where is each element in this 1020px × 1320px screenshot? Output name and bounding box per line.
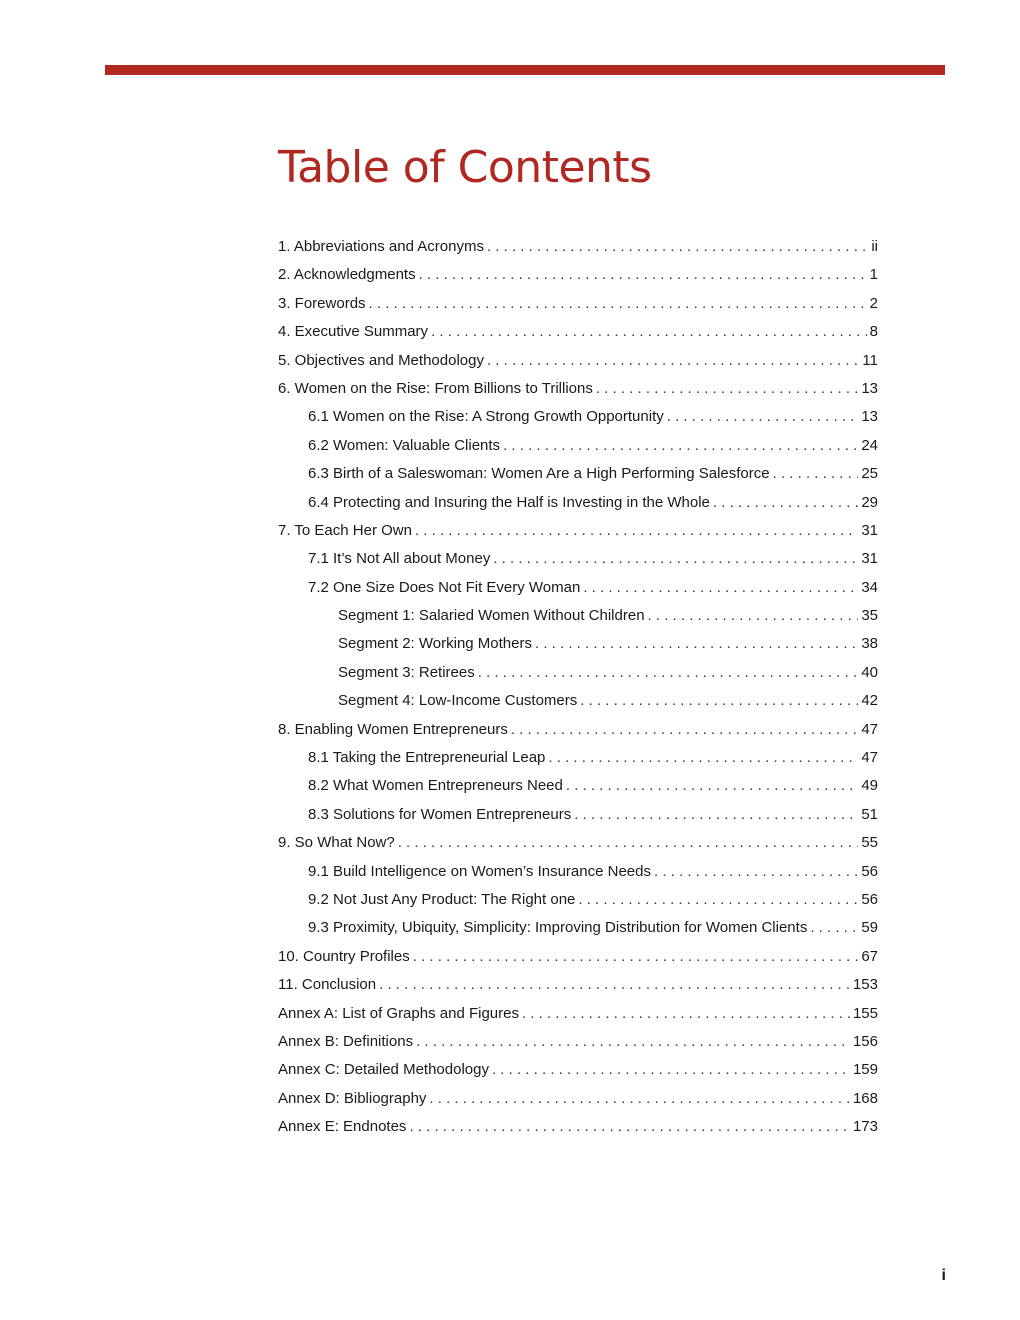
toc-dot-leader [493, 545, 858, 573]
toc-entry-label: Segment 2: Working Mothers [338, 635, 532, 653]
toc-dot-leader [773, 460, 859, 488]
toc-entry-page-number: 173 [852, 1118, 878, 1136]
toc-entry[interactable] [278, 943, 878, 971]
toc-entry[interactable] [278, 914, 878, 942]
toc-entry[interactable] [278, 886, 878, 914]
toc-entry[interactable] [278, 290, 878, 318]
toc-dot-leader [574, 801, 858, 829]
toc-entry-page-number: 31 [861, 521, 878, 539]
toc-entry[interactable] [278, 744, 878, 772]
toc-dot-leader [409, 1113, 850, 1141]
toc-entry-page-number: 156 [852, 1032, 878, 1050]
toc-dot-leader [648, 602, 859, 630]
toc-entry-label: Annex A: List of Graphs and Figures [278, 1004, 519, 1022]
toc-entry-label: 3. Forewords [278, 294, 366, 312]
toc-dot-leader [522, 1000, 850, 1028]
toc-entry[interactable] [278, 971, 878, 999]
toc-entry-label: Annex D: Bibliography [278, 1089, 427, 1107]
toc-entry[interactable] [278, 233, 878, 261]
toc-entry-label: 2. Acknowledgments [278, 266, 416, 284]
toc-dot-leader [416, 1028, 850, 1056]
toc-entry-page-number: 56 [861, 862, 878, 880]
toc-entry-label: 6.1 Women on the Rise: A Strong Growth Opportunity [308, 408, 664, 426]
toc-entry[interactable] [278, 630, 878, 658]
toc-entry[interactable] [278, 716, 878, 744]
toc-entry[interactable] [278, 403, 878, 431]
toc-entry-page-number: 2 [869, 294, 878, 312]
toc-dot-leader [492, 1056, 850, 1084]
toc-entry-label: 4. Executive Summary [278, 323, 429, 341]
toc-dot-leader [478, 659, 859, 687]
toc-entry-label: 9. So What Now? [278, 834, 395, 852]
toc-entry[interactable] [278, 602, 878, 630]
toc-entry-label: 8. Enabling Women Entrepreneurs [278, 720, 508, 738]
toc-dot-leader [535, 630, 858, 658]
toc-entry-page-number: 49 [861, 777, 878, 795]
toc-entry-label: 7.2 One Size Does Not Fit Every Woman [308, 578, 581, 596]
toc-entry-label: Annex E: Endnotes [278, 1118, 407, 1136]
toc-entry-label: 8.3 Solutions for Women Entrepreneurs [308, 805, 572, 823]
toc-entry-label: Segment 4: Low-Income Customers [338, 692, 578, 710]
toc-entry-page-number: 8 [869, 323, 878, 341]
toc-entry[interactable] [278, 1113, 878, 1141]
toc-entry-label: Annex C: Detailed Methodology [278, 1061, 489, 1079]
toc-entry-page-number: 11 [862, 351, 878, 369]
toc-entry-label: 6. Women on the Rise: From Billions to Trillions [278, 379, 593, 397]
toc-dot-leader [566, 772, 858, 800]
toc-entry-label: 8.2 What Women Entrepreneurs Need [308, 777, 563, 795]
toc-dot-leader [667, 403, 859, 431]
toc-dot-leader [713, 489, 858, 517]
toc-entry-page-number: ii [871, 238, 878, 255]
toc-entry-page-number: 13 [861, 408, 878, 426]
toc-entry-page-number: 159 [852, 1061, 878, 1079]
toc-dot-leader [548, 744, 858, 772]
toc-dot-leader [596, 375, 858, 403]
toc-entry[interactable] [278, 347, 878, 375]
toc-entry-label: 10. Country Profiles [278, 947, 410, 965]
toc-entry[interactable] [278, 1085, 878, 1113]
toc-dot-leader [503, 432, 858, 460]
toc-dot-leader [419, 261, 867, 289]
page-number: i [941, 1267, 946, 1284]
toc-dot-leader [578, 886, 858, 914]
toc-entry-label: 9.2 Not Just Any Product: The Right one [308, 890, 576, 908]
toc-entry-page-number: 56 [861, 890, 878, 908]
toc-entry-page-number: 34 [861, 578, 878, 596]
toc-entry-page-number: 25 [861, 465, 878, 483]
toc-dot-leader [810, 914, 858, 942]
toc-entry[interactable] [278, 1000, 878, 1028]
toc-entry-page-number: 55 [861, 834, 878, 852]
toc-entry[interactable] [278, 772, 878, 800]
toc-entry-page-number: 35 [861, 607, 878, 625]
table-of-contents [278, 233, 878, 1142]
toc-dot-leader [511, 716, 858, 744]
toc-dot-leader [583, 574, 858, 602]
toc-entry[interactable] [278, 829, 878, 857]
toc-entry-label: 7. To Each Her Own [278, 521, 412, 539]
toc-entry[interactable] [278, 375, 878, 403]
toc-entry[interactable] [278, 489, 878, 517]
toc-entry[interactable] [278, 1056, 878, 1084]
toc-dot-leader [398, 829, 859, 857]
page-title: Table of Contents [278, 142, 652, 193]
toc-entry-label: 7.1 It’s Not All about Money [308, 550, 491, 568]
toc-entry-page-number: 13 [861, 379, 878, 397]
toc-dot-leader [429, 1085, 850, 1113]
toc-entry-label: 6.2 Women: Valuable Clients [308, 436, 501, 454]
toc-entry[interactable] [278, 460, 878, 488]
toc-entry-page-number: 1 [869, 266, 878, 284]
toc-entry-label: Annex B: Definitions [278, 1032, 414, 1050]
toc-dot-leader [369, 290, 867, 318]
toc-entry[interactable] [278, 858, 878, 886]
toc-entry-label: 9.1 Build Intelligence on Women’s Insurance Needs [308, 862, 651, 880]
toc-dot-leader [413, 943, 859, 971]
toc-entry[interactable] [278, 432, 878, 460]
toc-entry[interactable] [278, 659, 878, 687]
toc-dot-leader [580, 687, 858, 715]
toc-dot-leader [487, 233, 868, 261]
toc-entry[interactable] [278, 687, 878, 715]
toc-entry-label: 6.4 Protecting and Insuring the Half is Investing in the Whole [308, 493, 710, 511]
top-accent-rule [105, 65, 945, 75]
toc-entry-page-number: 153 [852, 976, 878, 994]
toc-entry[interactable] [278, 318, 878, 346]
toc-dot-leader [379, 971, 850, 999]
toc-entry-page-number: 29 [861, 493, 878, 511]
toc-dot-leader [431, 318, 867, 346]
toc-entry-page-number: 24 [861, 436, 878, 454]
toc-entry-page-number: 155 [852, 1004, 878, 1022]
toc-entry-label: 1. Abbreviations and Acronyms [278, 238, 484, 255]
toc-entry-label: 9.3 Proximity, Ubiquity, Simplicity: Improving Distribution for Women Clients [308, 919, 808, 937]
toc-dot-leader [487, 347, 859, 375]
toc-entry-page-number: 47 [861, 749, 878, 767]
toc-dot-leader [654, 858, 858, 886]
toc-entry-page-number: 168 [852, 1089, 878, 1107]
toc-entry-label: Segment 1: Salaried Women Without Children [338, 607, 645, 625]
toc-entry-page-number: 42 [861, 692, 878, 710]
toc-entry-label: 11. Conclusion [278, 976, 377, 994]
toc-entry[interactable] [278, 801, 878, 829]
toc-entry[interactable] [278, 261, 878, 289]
toc-entry-page-number: 47 [861, 720, 878, 738]
toc-entry[interactable] [278, 545, 878, 573]
toc-entry[interactable] [278, 574, 878, 602]
toc-entry-page-number: 51 [861, 805, 878, 823]
toc-dot-leader [415, 517, 858, 545]
toc-entry-label: Segment 3: Retirees [338, 663, 475, 681]
toc-entry-label: 6.3 Birth of a Saleswoman: Women Are a High Performing Salesforce [308, 465, 770, 483]
toc-entry-label: 8.1 Taking the Entrepreneurial Leap [308, 749, 546, 767]
toc-entry-page-number: 31 [861, 550, 878, 568]
toc-entry-page-number: 67 [861, 947, 878, 965]
toc-entry[interactable] [278, 517, 878, 545]
toc-entry-page-number: 59 [861, 919, 878, 937]
toc-entry-label: 5. Objectives and Methodology [278, 351, 484, 369]
toc-entry-page-number: 40 [861, 663, 878, 681]
toc-entry[interactable] [278, 1028, 878, 1056]
toc-entry-page-number: 38 [861, 635, 878, 653]
